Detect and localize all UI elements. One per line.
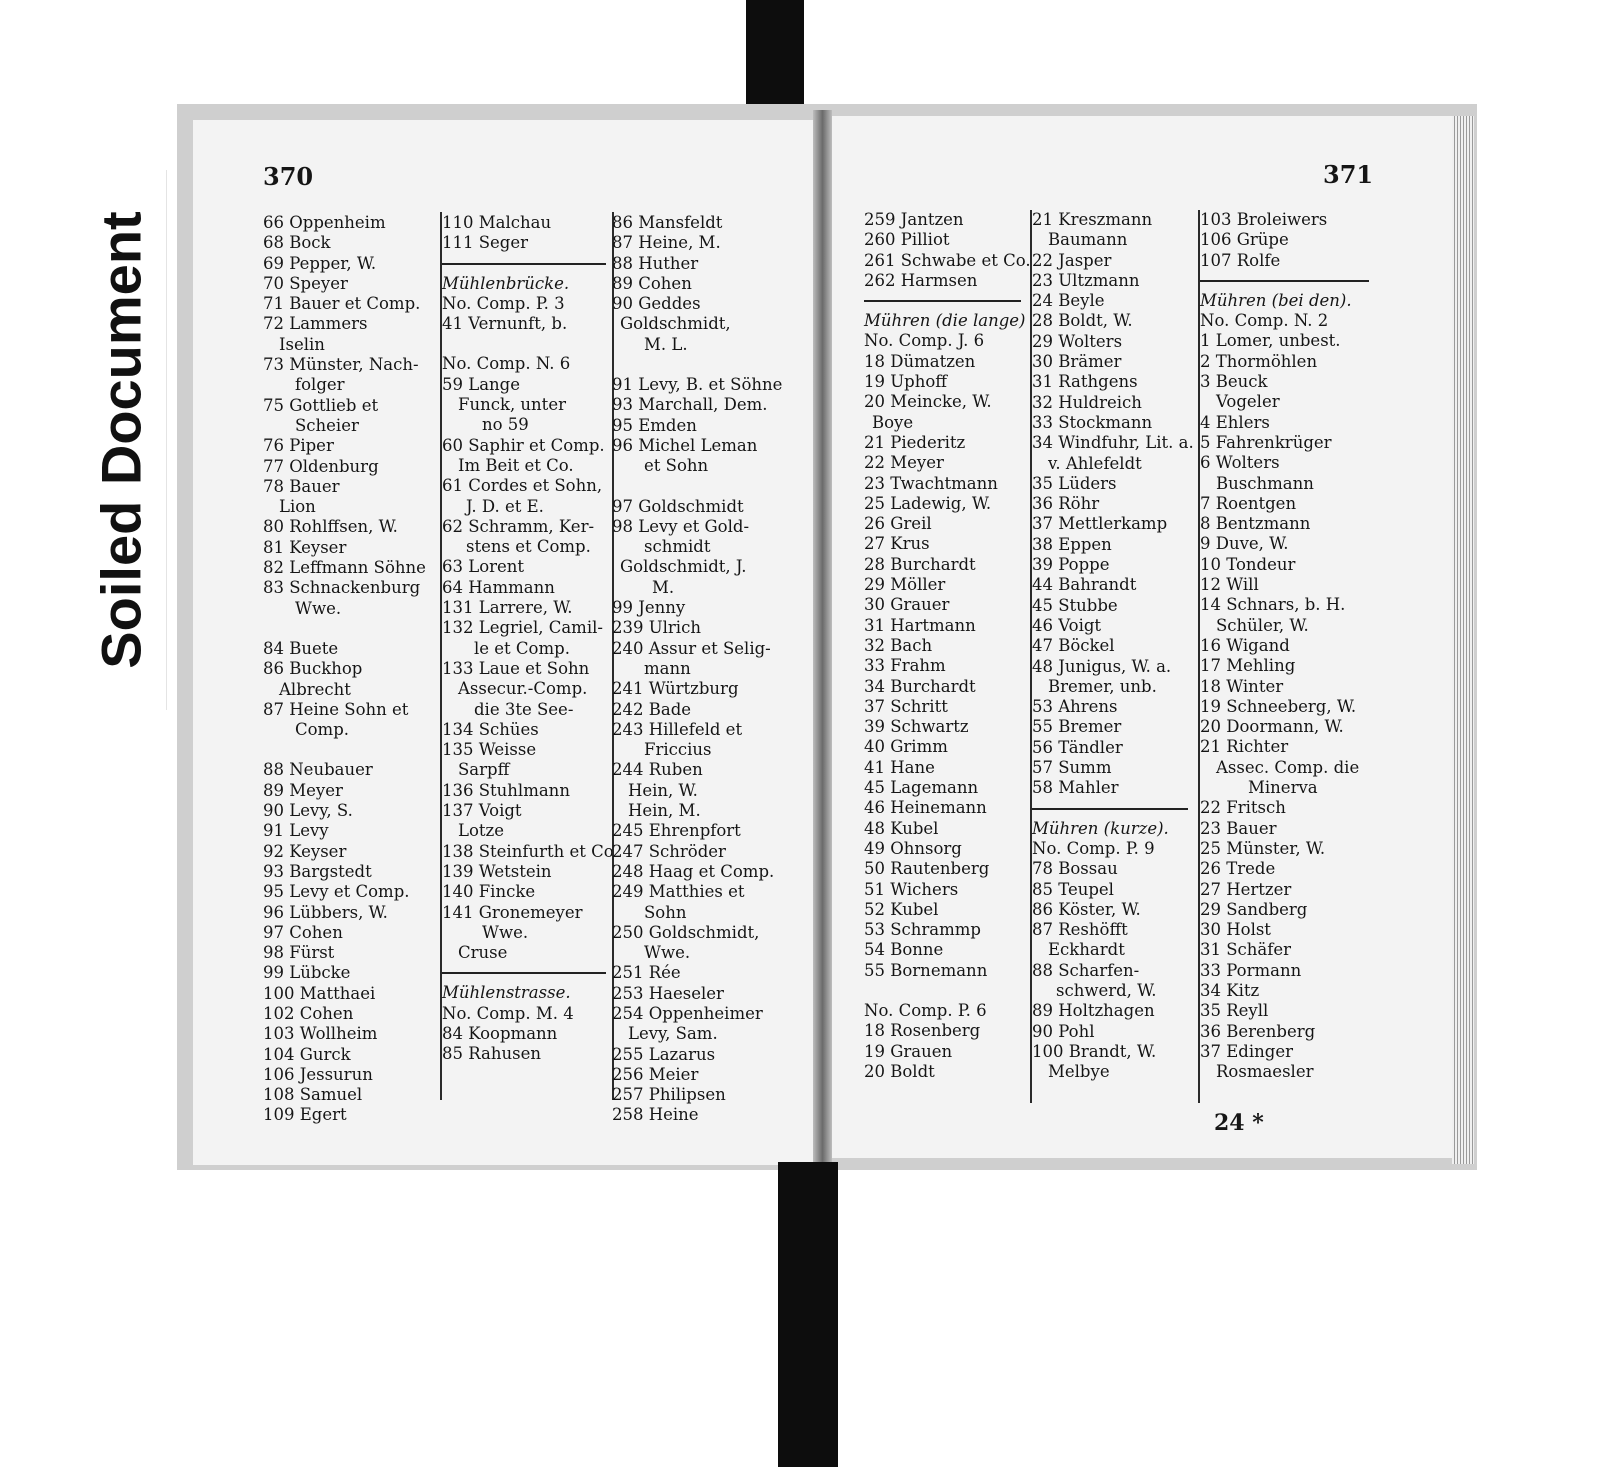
directory-entry: 18 Dümatzen <box>864 351 976 371</box>
directory-entry: 239 Ulrich <box>612 618 701 638</box>
directory-entry: Scheier <box>295 415 359 435</box>
right-page-column-3 <box>1200 210 1375 1082</box>
directory-entry: 21 Piederitz <box>864 432 966 452</box>
column-header: No. Comp. P. 6 <box>864 1000 987 1020</box>
directory-entry: 59 Lange <box>442 374 520 394</box>
directory-entry: 57 Summ <box>1032 758 1112 778</box>
directory-entry: 34 Windfuhr, Lit. a. <box>1032 433 1194 453</box>
directory-entry: 257 Philipsen <box>612 1085 726 1105</box>
directory-entry: 90 Pohl <box>1032 1021 1095 1041</box>
directory-entry: Iselin <box>279 334 325 354</box>
directory-entry: 17 Mehling <box>1200 656 1296 676</box>
directory-entry: 242 Bade <box>612 699 692 719</box>
directory-entry: Assec. Comp. die <box>1216 757 1360 777</box>
directory-entry: 21 Richter <box>1200 737 1289 757</box>
directory-entry: 32 Bach <box>864 635 933 655</box>
directory-entry: 81 Keyser <box>263 537 347 557</box>
directory-entry: 35 Lüders <box>1032 473 1117 493</box>
directory-entry: 82 Leffmann Söhne <box>263 558 426 578</box>
directory-entry: 78 Bauer <box>263 476 340 496</box>
directory-entry: 31 Hartmann <box>864 615 976 635</box>
directory-entry: 244 Ruben <box>612 760 703 780</box>
directory-entry: 139 Wetstein <box>442 861 552 881</box>
directory-entry: 243 Hillefeld et <box>612 719 743 739</box>
directory-entry: 87 Reshöfft <box>1032 920 1128 940</box>
directory-entry: 260 Pilliot <box>864 230 950 250</box>
directory-entry: 33 Frahm <box>864 656 946 676</box>
directory-entry: 100 Brandt, W. <box>1032 1041 1157 1061</box>
directory-entry: 110 Malchau <box>442 213 552 232</box>
directory-entry: 46 Voigt <box>1032 615 1102 635</box>
blank-line <box>612 355 792 375</box>
directory-entry: Melbye <box>1048 1062 1110 1082</box>
street-heading: Mühlenbrücke. <box>442 273 570 293</box>
directory-entry: 3 Beuck <box>1200 372 1268 392</box>
directory-entry: 21 Kreszmann <box>1032 210 1153 229</box>
directory-entry: no 59 <box>482 415 529 435</box>
left-page-column-1 <box>263 213 435 1126</box>
signature-mark: 24 * <box>1214 1110 1264 1136</box>
directory-entry: 100 Matthaei <box>263 983 376 1003</box>
directory-entry: 51 Wichers <box>864 879 959 899</box>
directory-entry: 60 Saphir et Comp. <box>442 435 605 455</box>
directory-entry: Hein, M. <box>628 801 701 821</box>
directory-entry: 35 Reyll <box>1200 1001 1269 1021</box>
directory-entry: 23 Ultzmann <box>1032 270 1140 290</box>
directory-entry: 83 Schnackenburg <box>263 578 421 598</box>
directory-entry: 64 Hammann <box>442 577 555 597</box>
directory-entry: 141 Gronemeyer <box>442 902 583 922</box>
directory-entry: folger <box>295 375 345 395</box>
directory-entry: 37 Mettlerkamp <box>1032 514 1168 534</box>
directory-entry: Im Beit et Co. <box>458 455 574 475</box>
directory-entry: 80 Rohlffsen, W. <box>263 517 398 537</box>
directory-entry: 49 Ohnsorg <box>864 838 962 858</box>
directory-entry: 16 Wigand <box>1200 635 1290 655</box>
directory-entry: 66 Oppenheim <box>263 213 386 232</box>
directory-entry: 34 Burchardt <box>864 676 976 696</box>
directory-entry: 55 Bremer <box>1032 717 1122 737</box>
directory-entry: 107 Rolfe <box>1200 250 1281 270</box>
directory-entry: 6 Wolters <box>1200 453 1280 473</box>
directory-entry: 48 Junigus, W. a. <box>1032 656 1172 676</box>
directory-entry: 99 Jenny <box>612 598 686 618</box>
directory-entry: 9 Duve, W. <box>1200 534 1289 554</box>
directory-entry: 88 Neubauer <box>263 760 373 780</box>
directory-entry: 45 Stubbe <box>1032 595 1118 615</box>
directory-entry: 30 Grauer <box>864 595 950 615</box>
directory-entry: M. L. <box>644 334 688 354</box>
directory-entry: 28 Boldt, W. <box>1032 311 1133 331</box>
directory-entry: 106 Jessurun <box>263 1064 373 1084</box>
directory-entry: 34 Kitz <box>1200 980 1260 1000</box>
directory-entry: 37 Schritt <box>864 696 948 716</box>
section-rule <box>442 263 606 265</box>
left-page-column-2 <box>442 213 612 1065</box>
directory-entry: 109 Egert <box>263 1105 347 1125</box>
directory-entry: 4 Ehlers <box>1200 412 1270 432</box>
directory-entry: 39 Schwartz <box>864 717 969 737</box>
directory-entry: Friccius <box>644 740 712 760</box>
book-gutter <box>813 110 832 1168</box>
directory-entry: et Sohn <box>644 456 709 476</box>
section-rule <box>1032 808 1188 810</box>
directory-entry: 62 Schramm, Ker- <box>442 516 595 536</box>
directory-entry: 88 Huther <box>612 253 699 273</box>
directory-entry: 40 Grimm <box>864 737 948 757</box>
directory-entry: 44 Bahrandt <box>1032 575 1137 595</box>
directory-entry: 47 Böckel <box>1032 636 1115 656</box>
soiled-document-stamp <box>76 170 167 710</box>
directory-entry: 14 Schnars, b. H. <box>1200 595 1346 615</box>
directory-entry: schmidt <box>644 537 711 557</box>
directory-entry: 85 Rahusen <box>442 1044 541 1064</box>
blank-line <box>442 334 612 354</box>
directory-entry: Cruse <box>458 943 508 963</box>
directory-entry: 241 Würtzburg <box>612 679 739 699</box>
directory-entry: 23 Twachtmann <box>864 473 998 493</box>
directory-entry: 70 Speyer <box>263 273 348 293</box>
street-heading: Mühlenstrasse. <box>442 983 571 1003</box>
directory-entry: 96 Lübbers, W. <box>263 902 388 922</box>
directory-entry: 91 Levy <box>263 821 329 841</box>
directory-entry: 78 Bossau <box>1032 859 1118 879</box>
directory-entry: 29 Sandberg <box>1200 899 1308 919</box>
directory-entry: Hein, W. <box>628 780 698 800</box>
directory-entry: 258 Heine <box>612 1105 699 1125</box>
directory-entry: 250 Goldschmidt, <box>612 922 760 942</box>
directory-entry: 253 Haeseler <box>612 983 724 1003</box>
directory-entry: 30 Holst <box>1200 920 1271 940</box>
directory-entry: 97 Cohen <box>263 922 343 942</box>
directory-entry: 88 Scharfen- <box>1032 960 1140 980</box>
directory-entry: 136 Stuhlmann <box>442 780 570 800</box>
directory-entry: 1 Lomer, unbest. <box>1200 331 1341 351</box>
column-header: No. Comp. P. 3 <box>442 293 565 313</box>
left-page-number: 370 <box>263 162 314 191</box>
directory-entry: Lion <box>279 497 316 517</box>
directory-entry: 96 Michel Leman <box>612 435 758 455</box>
directory-entry: 89 Holtzhagen <box>1032 1001 1155 1021</box>
directory-entry: Comp. <box>295 720 350 740</box>
directory-entry: 33 Pormann <box>1200 960 1302 980</box>
directory-entry: 69 Pepper, W. <box>263 253 377 273</box>
directory-entry: mann <box>644 658 691 678</box>
directory-entry: 22 Jasper <box>1032 250 1112 270</box>
column-header: No. Comp. N. 2 <box>1200 311 1329 331</box>
directory-entry: 24 Beyle <box>1032 291 1105 311</box>
directory-entry: 103 Wollheim <box>263 1024 378 1044</box>
directory-entry: 251 Rée <box>612 963 681 983</box>
directory-entry: v. Ahlefeldt <box>1048 453 1142 473</box>
directory-entry: Funck, unter <box>458 395 566 415</box>
directory-entry: M. <box>652 577 675 597</box>
directory-entry: 85 Teupel <box>1032 879 1114 899</box>
directory-entry: Vogeler <box>1216 392 1280 412</box>
directory-entry: 61 Cordes et Sohn, <box>442 476 603 496</box>
directory-entry: 30 Brämer <box>1032 352 1122 372</box>
directory-entry: 89 Cohen <box>612 273 692 293</box>
directory-entry: 240 Assur et Selig- <box>612 638 771 658</box>
directory-entry: 95 Emden <box>612 415 697 435</box>
column-header: No. Comp. M. 4 <box>442 1003 574 1023</box>
directory-entry: Boye <box>872 412 914 432</box>
directory-entry: 259 Jantzen <box>864 210 964 229</box>
directory-entry: 50 Rautenberg <box>864 859 990 879</box>
directory-entry: 2 Thormöhlen <box>1200 351 1318 371</box>
directory-entry: 48 Kubel <box>864 818 939 838</box>
directory-entry: 106 Grüpe <box>1200 230 1289 250</box>
directory-entry: 131 Larrere, W. <box>442 598 573 618</box>
directory-entry: 72 Lammers <box>263 314 368 334</box>
directory-entry: Levy, Sam. <box>628 1024 718 1044</box>
directory-entry: 28 Burchardt <box>864 554 976 574</box>
directory-entry: Eckhardt <box>1048 940 1125 960</box>
directory-entry: 254 Oppenheimer <box>612 1003 763 1023</box>
directory-entry: Wwe. <box>482 922 529 942</box>
directory-entry: Bremer, unb. <box>1048 676 1157 696</box>
directory-entry: 27 Hertzer <box>1200 879 1292 899</box>
directory-entry: 98 Fürst <box>263 943 335 963</box>
directory-entry: 93 Marchall, Dem. <box>612 395 768 415</box>
directory-entry: 22 Fritsch <box>1200 798 1286 818</box>
directory-entry: 86 Buckhop <box>263 659 363 679</box>
directory-entry: 23 Bauer <box>1200 818 1277 838</box>
directory-entry: 39 Poppe <box>1032 555 1110 575</box>
directory-entry: Buschmann <box>1216 473 1314 493</box>
directory-entry: 25 Ladewig, W. <box>864 493 992 513</box>
directory-entry: Goldschmidt, J. <box>620 557 747 577</box>
directory-entry: 31 Rathgens <box>1032 372 1138 392</box>
right-page-number: 371 <box>1323 160 1374 189</box>
directory-entry: 10 Tondeur <box>1200 554 1296 574</box>
directory-entry: 41 Hane <box>864 757 935 777</box>
right-page-column-2 <box>1032 210 1194 1082</box>
directory-entry: Albrecht <box>279 679 351 699</box>
directory-entry: schwerd, W. <box>1056 980 1157 1000</box>
blank-line <box>612 477 792 497</box>
directory-entry: 46 Heinemann <box>864 798 987 818</box>
street-heading: Mühren (bei den). <box>1200 290 1352 310</box>
directory-entry: Rosmaesler <box>1216 1062 1314 1082</box>
directory-entry: 63 Lorent <box>442 557 525 577</box>
directory-entry: 7 Roentgen <box>1200 493 1297 513</box>
directory-entry: 8 Bentzmann <box>1200 514 1311 534</box>
directory-entry: 86 Mansfeldt <box>612 213 723 232</box>
directory-entry: Wwe. <box>295 598 342 618</box>
right-page-column-1 <box>864 210 1031 1082</box>
directory-entry: 249 Matthies et <box>612 882 745 902</box>
blank-line <box>263 740 435 760</box>
directory-entry: 26 Trede <box>1200 859 1276 879</box>
directory-entry: Wwe. <box>644 943 691 963</box>
section-rule <box>442 972 606 974</box>
directory-entry: 97 Goldschmidt <box>612 496 744 516</box>
directory-entry: 56 Tändler <box>1032 737 1123 757</box>
directory-entry: 245 Ehrenpfort <box>612 821 741 841</box>
directory-entry: 132 Legriel, Camil- <box>442 618 603 638</box>
directory-entry: 99 Lübcke <box>263 963 351 983</box>
directory-entry: 55 Bornemann <box>864 960 988 980</box>
directory-entry: 108 Samuel <box>263 1085 363 1105</box>
directory-entry: Lotze <box>458 821 504 841</box>
directory-entry: 95 Levy et Comp. <box>263 882 410 902</box>
blank-line <box>263 619 435 639</box>
street-heading: Mühren (kurze). <box>1032 818 1169 838</box>
directory-entry: 73 Münster, Nach- <box>263 355 419 375</box>
directory-entry: 104 Gurck <box>263 1044 351 1064</box>
directory-entry: Sohn <box>644 902 687 922</box>
directory-entry: le et Comp. <box>474 638 570 658</box>
directory-entry: 71 Bauer et Comp. <box>263 294 421 314</box>
directory-entry: 22 Meyer <box>864 453 944 473</box>
blank-line <box>864 981 1027 1001</box>
directory-entry: 27 Krus <box>864 534 930 554</box>
directory-entry: 36 Berenberg <box>1200 1021 1316 1041</box>
directory-entry: 29 Wolters <box>1032 331 1123 351</box>
directory-entry: 19 Schneeberg, W. <box>1200 696 1357 716</box>
column-header: No. Comp. P. 9 <box>1032 838 1155 858</box>
left-page-column-3 <box>612 213 792 1126</box>
directory-entry: 138 Steinfurth et Co <box>442 841 614 861</box>
directory-entry: Sarpff <box>458 760 510 780</box>
section-rule <box>1200 280 1369 282</box>
directory-entry: 84 Buete <box>263 638 339 658</box>
directory-entry: 247 Schröder <box>612 841 726 861</box>
directory-entry: 18 Rosenberg <box>864 1021 981 1041</box>
directory-entry: 256 Meier <box>612 1064 699 1084</box>
directory-entry: 37 Edinger <box>1200 1041 1293 1061</box>
directory-entry: 98 Levy et Gold- <box>612 516 750 536</box>
stamp-label: Soiled Document <box>89 211 153 669</box>
directory-entry: 20 Boldt <box>864 1061 935 1081</box>
directory-entry: 75 Gottlieb et <box>263 395 379 415</box>
directory-entry: 87 Heine Sohn et <box>263 699 409 719</box>
directory-entry: stens et Comp. <box>466 537 591 557</box>
directory-entry: 133 Laue et Sohn <box>442 658 590 678</box>
directory-entry: 135 Weisse <box>442 740 537 760</box>
directory-entry: die 3te See- <box>474 699 574 719</box>
directory-entry: 92 Keyser <box>263 841 347 861</box>
directory-entry: 33 Stockmann <box>1032 412 1153 432</box>
directory-entry: 20 Meincke, W. <box>864 392 992 412</box>
directory-entry: 29 Möller <box>864 575 946 595</box>
directory-entry: 38 Eppen <box>1032 534 1112 554</box>
directory-entry: Assecur.-Comp. <box>458 679 588 699</box>
directory-entry: 87 Heine, M. <box>612 233 721 253</box>
directory-entry: 12 Will <box>1200 575 1259 595</box>
directory-entry: 54 Bonne <box>864 940 944 960</box>
column-header: No. Comp. J. 6 <box>864 331 985 351</box>
directory-entry: 45 Lagemann <box>864 778 979 798</box>
directory-entry: 103 Broleiwers <box>1200 210 1328 229</box>
directory-entry: 19 Grauen <box>864 1041 953 1061</box>
directory-entry: 89 Meyer <box>263 780 343 800</box>
directory-entry: 26 Greil <box>864 514 932 534</box>
directory-entry: 25 Münster, W. <box>1200 838 1326 858</box>
directory-entry: 76 Piper <box>263 436 334 456</box>
directory-entry: 5 Fahrenkrüger <box>1200 432 1332 452</box>
directory-entry: 20 Doormann, W. <box>1200 717 1344 737</box>
directory-entry: 18 Winter <box>1200 676 1284 696</box>
directory-entry: 32 Huldreich <box>1032 392 1142 412</box>
section-rule <box>864 300 1021 302</box>
directory-entry: 255 Lazarus <box>612 1044 716 1064</box>
directory-entry: 36 Röhr <box>1032 494 1100 514</box>
directory-entry: 68 Bock <box>263 233 331 253</box>
directory-entry: 137 Voigt <box>442 801 522 821</box>
directory-entry: Schüler, W. <box>1216 615 1309 635</box>
directory-entry: 111 Seger <box>442 233 529 253</box>
column-header: No. Comp. N. 6 <box>442 354 571 374</box>
directory-entry: 262 Harmsen <box>864 270 978 290</box>
directory-entry: Baumann <box>1048 230 1128 250</box>
directory-entry: 41 Vernunft, b. <box>442 314 568 334</box>
directory-entry: Minerva <box>1248 778 1318 798</box>
page-edges <box>1452 116 1474 1164</box>
street-heading: Mühren (die lange) <box>864 311 1026 331</box>
directory-entry: 90 Levy, S. <box>263 801 353 821</box>
directory-entry: 86 Köster, W. <box>1032 899 1141 919</box>
directory-entry: 53 Schrammp <box>864 920 981 940</box>
directory-entry: 31 Schäfer <box>1200 940 1292 960</box>
directory-entry: 58 Mahler <box>1032 778 1119 798</box>
directory-entry: 84 Koopmann <box>442 1023 558 1043</box>
directory-entry: 140 Fincke <box>442 882 536 902</box>
binding-strap-bottom <box>778 1162 838 1467</box>
directory-entry: 91 Levy, B. et Söhne <box>612 375 783 395</box>
directory-entry: J. D. et E. <box>466 496 544 516</box>
directory-entry: 19 Uphoff <box>864 372 947 392</box>
directory-entry: 248 Haag et Comp. <box>612 861 775 881</box>
directory-entry: Goldschmidt, <box>620 314 731 334</box>
directory-entry: 93 Bargstedt <box>263 861 372 881</box>
directory-entry: 261 Schwabe et Co. <box>864 250 1031 270</box>
directory-entry: 102 Cohen <box>263 1003 354 1023</box>
directory-entry: 134 Schües <box>442 719 539 739</box>
directory-entry: 53 Ahrens <box>1032 697 1118 717</box>
directory-entry: 52 Kubel <box>864 899 939 919</box>
binding-strap-top <box>746 0 804 113</box>
directory-entry: 90 Geddes <box>612 294 701 314</box>
directory-entry: 77 Oldenburg <box>263 456 379 476</box>
